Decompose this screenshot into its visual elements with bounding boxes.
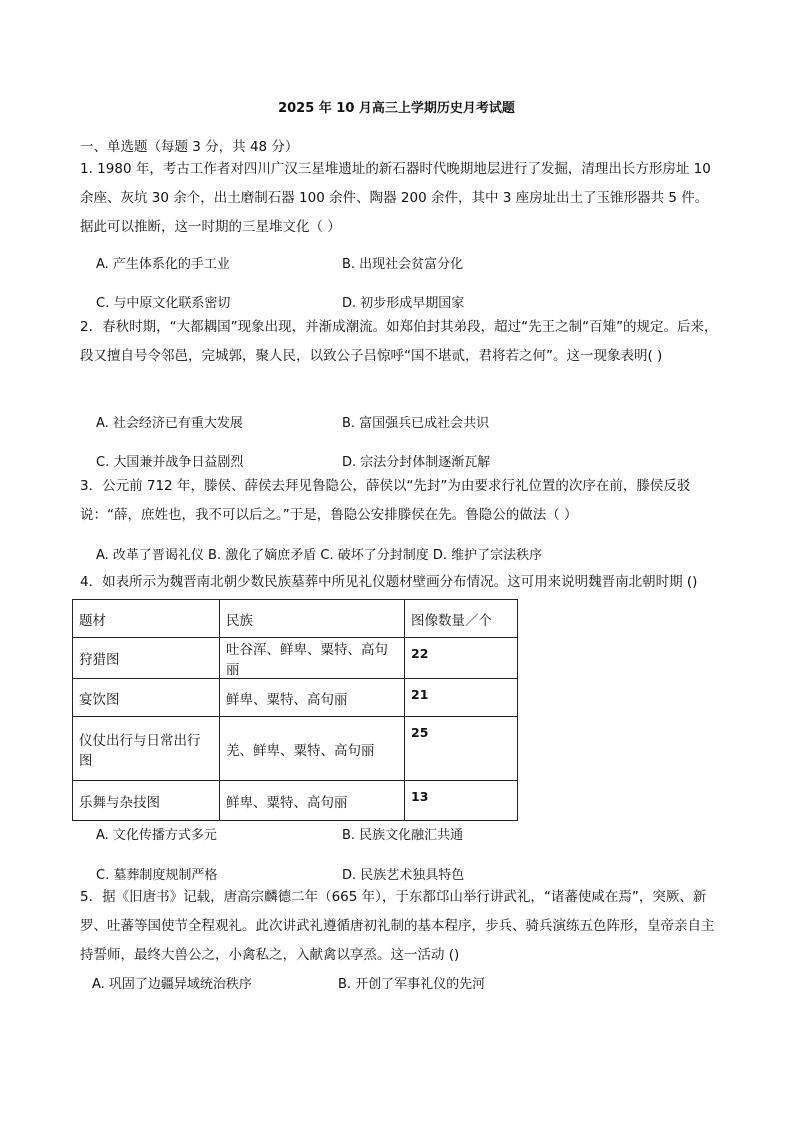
q5-option-b: B. 开创了军事礼仪的先河 [338,977,486,992]
table-row [73,638,518,679]
table-cell: 13 [405,781,518,821]
question-3-options: A. 改革了晋谒礼仪 B. 激化了嫡庶矛盾 C. 破坏了分封制度 D. 维护了宗法秩序 [96,548,543,563]
table-header-cell: 题材 [73,600,220,638]
table-row [73,679,518,717]
q4-option-a: A. 文化传播方式多元 [96,828,217,843]
q2-option-d: D. 宗法分封体制逐渐瓦解 [342,455,491,470]
q2-option-c: C. 大国兼并战争日益剧烈 [96,455,244,470]
table-row [73,717,518,781]
q2-option-a: A. 社会经济已有重大发展 [96,416,243,431]
question-5-stem: 5．据《旧唐书》记载，唐高宗麟德二年（665 年），于东都邙山举行讲武礼，“诸蕃使咸在焉”，突厥、新罗、吐蕃等国使节全程观礼。此次讲武礼遵循唐初礼制的基本程序，步兵、骑兵演练五色阵形，皇帝亲自主持誓师，最终大兽公之，小禽私之，入献禽以享烝。这一活动 () [80,889,715,963]
table-header-row [73,600,518,638]
q1-option-c: C. 与中原文化联系密切 [96,296,231,311]
table-cell: 25 [405,717,518,781]
table-cell: 狩猎图 [73,638,220,679]
table-cell: 22 [405,638,518,679]
q4-option-b: B. 民族文化融汇共通 [342,828,464,843]
question-4-stem: 4．如表所示为魏晋南北朝少数民族墓葬中所见礼仪题材壁画分布情况。这可用来说明魏晋南北朝时期 () [80,574,698,590]
question-1-options-cd [96,292,716,312]
table-header-cell: 民族 [220,600,405,638]
table-cell: 仪仗出行与日常出行图 [73,717,220,781]
table-cell: 21 [405,679,518,717]
question-1-stem: 1. 1980 年，考古工作者对四川广汉三星堆遗址的新石器时代晚期地层进行了发掘，清理出长方形房址 10 余座、灰坑 30 余个，出土磨制石器 100 余件、陶器 200 余件，其中 3 座房址出土了玉锥形器共 5 件。据此可以推断，这一时期的三星堆文化（ ） [80,161,711,235]
table-cell: 乐舞与杂技图 [73,781,220,821]
question-4-options-ab [96,824,716,844]
table-cell: 羌、鲜卑、粟特、高句丽 [220,717,405,781]
question-2-stem: 2．春秋时期，“大都耦国”现象出现，并渐成潮流。如郑伯封其弟段，超过“先王之制“百雉”的规定。后来，段又擅自号令邻邑，完城郭，聚人民，以致公子吕惊呼“国不堪贰，君将若之何”。这一现象表明( ) [80,319,718,364]
table-header-cell: 图像数量／个 [405,600,518,638]
question-5-options-ab [92,973,712,993]
table-cell: 鲜卑、粟特、高句丽 [220,781,405,821]
question-1-options-ab [96,253,716,273]
question-2-options-ab [96,412,716,432]
question-4-options-cd [96,864,716,884]
mural-distribution-table [72,599,518,821]
q5-option-a: A. 巩固了边疆异域统治秩序 [92,977,252,992]
q4-option-d: D. 民族艺术独具特色 [342,868,465,883]
table-row [73,781,518,821]
q1-option-a: A. 产生体系化的手工业 [96,257,230,272]
section-heading: 一、单选题（每题 3 分，共 48 分） [80,139,299,155]
q2-option-b: B. 富国强兵已成社会共识 [342,416,490,431]
question-3-stem: 3．公元前 712 年，滕侯、薛侯去拜见鲁隐公，薛侯以“先封”为由要求行礼位置的次序在前，滕侯反驳说：“薛，庶姓也，我不可以后之。”于是，鲁隐公安排滕侯在先。鲁隐公的做法（ ） [80,478,691,523]
q4-option-c: C. 墓葬制度规制严格 [96,868,218,883]
exam-title: 2025 年 10 月高三上学期历史月考试题 [278,101,515,116]
question-2-options-cd [96,451,716,471]
table-cell: 鲜卑、粟特、高句丽 [220,679,405,717]
table-cell: 宴饮图 [73,679,220,717]
q1-option-b: B. 出现社会贫富分化 [342,257,464,272]
table-cell: 吐谷浑、鲜卑、粟特、高句丽 [220,638,405,679]
q1-option-d: D. 初步形成早期国家 [342,296,465,311]
